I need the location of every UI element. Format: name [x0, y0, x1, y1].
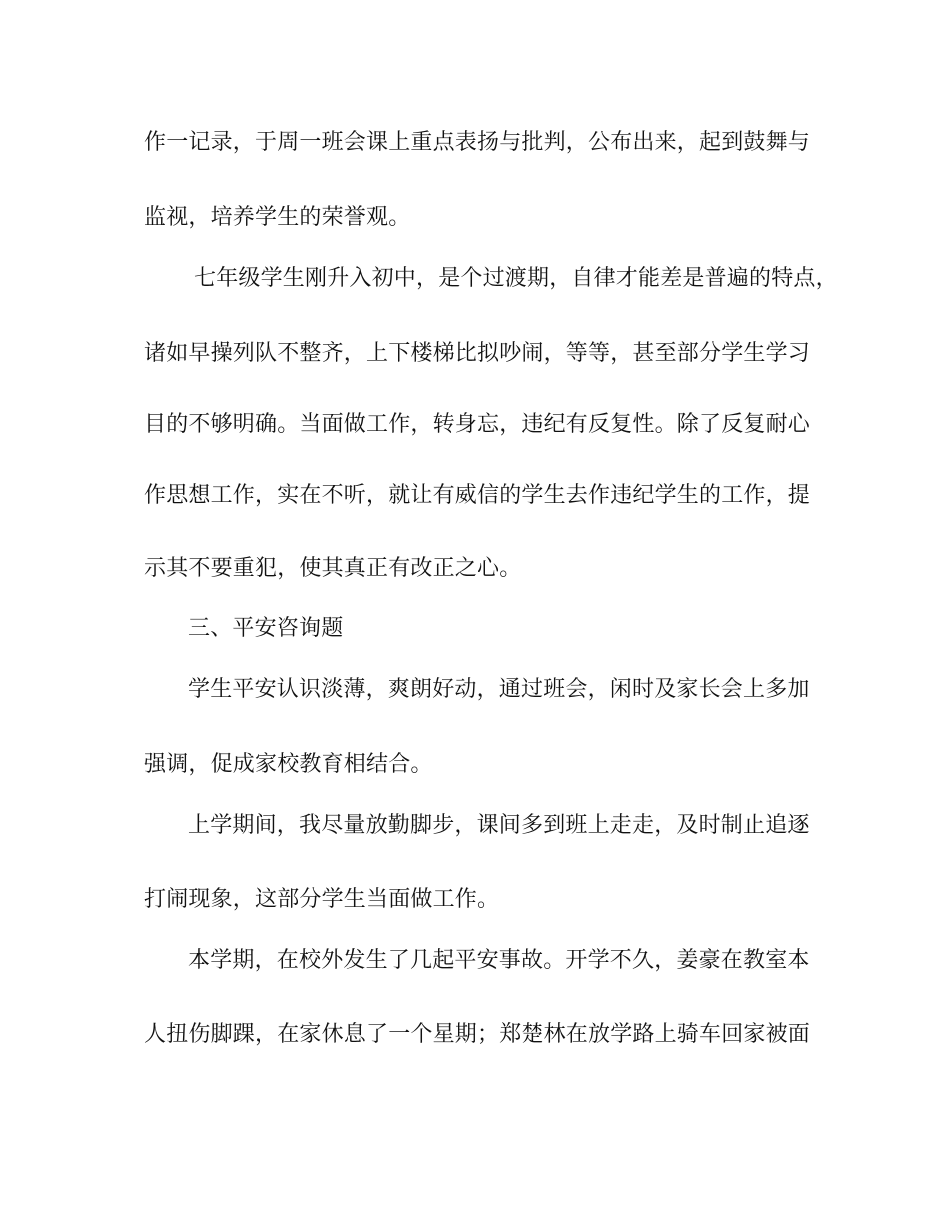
paragraph-start-line: 七年级学生刚升入初中，是个过渡期，自律才能差是普遍的特点， — [194, 266, 838, 291]
text-line: 监视，培养学生的荣誉观。 — [144, 205, 411, 230]
text-line: 示其不要重犯，使其真正有改正之心。 — [144, 556, 522, 581]
text-line: 诸如早操列队不整齐，上下楼梯比拟吵闹，等等，甚至部分学生学习 — [144, 341, 811, 366]
text-line: 人扭伤脚踝，在家休息了一个星期；郑楚林在放学路上骑车回家被面 — [144, 1022, 811, 1047]
text-line: 打闹现象，这部分学生当面做工作。 — [144, 887, 500, 912]
paragraph-start-line: 学生平安认识淡薄，爽朗好动，通过班会，闲时及家长会上多加 — [188, 677, 810, 702]
paragraph-start-line: 本学期，在校外发生了几起平安事故。开学不久，姜豪在教室本 — [188, 948, 810, 973]
text-line: 目的不够明确。当面做工作，转身忘，违纪有反复性。除了反复耐心 — [144, 412, 811, 437]
text-line: 强调，促成家校教育相结合。 — [144, 752, 433, 777]
text-line: 作思想工作，实在不听，就让有威信的学生去作违纪学生的工作，提 — [144, 483, 811, 508]
paragraph-start-line: 上学期间，我尽量放勤脚步，课间多到班上走走，及时制止追逐 — [188, 813, 810, 838]
text-line: 作一记录，于周一班会课上重点表扬与批判，公布出来，起到鼓舞与 — [144, 130, 811, 155]
section-heading: 三、平安咨询题 — [188, 616, 344, 641]
